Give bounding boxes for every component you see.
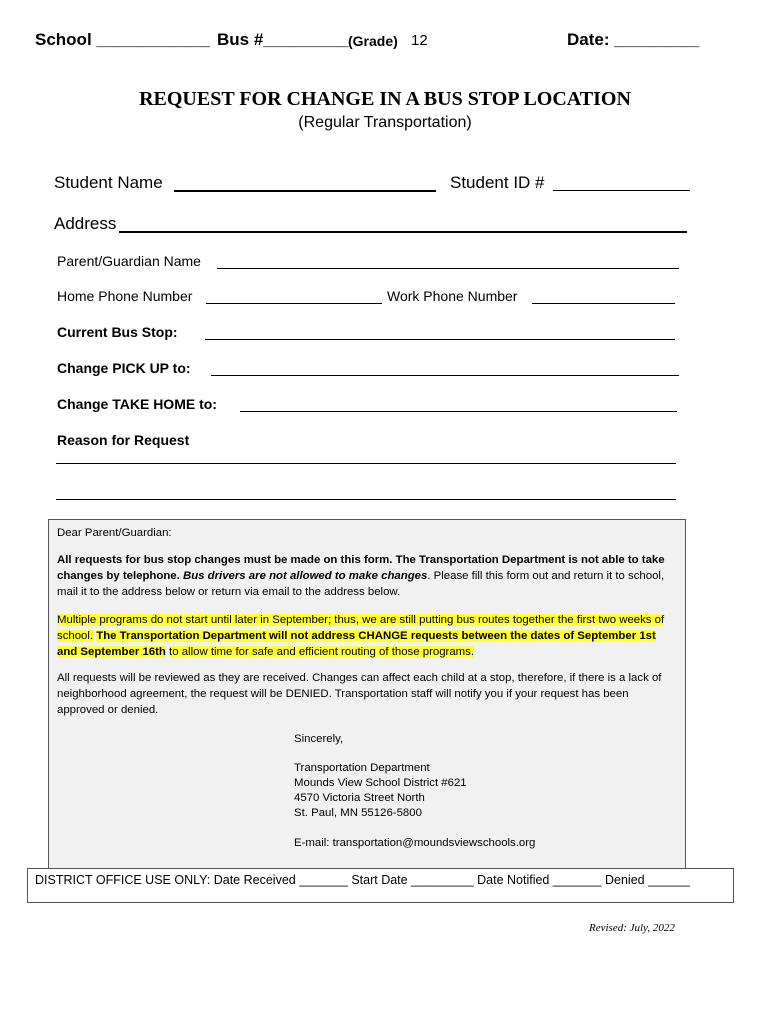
address-label: Address <box>54 214 117 233</box>
parent-name-label: Parent/Guardian Name <box>57 253 201 269</box>
date-field[interactable]: Date: _________ <box>567 30 700 49</box>
notice-p1-italic: Bus drivers are not allowed to make changes <box>182 570 428 582</box>
home-phone-label: Home Phone Number <box>57 288 193 304</box>
reason-label: Reason for Request <box>57 432 190 448</box>
notice-email[interactable]: E-mail: transportation@moundsviewschools.org <box>294 837 536 849</box>
student-id-label: Student ID # <box>450 173 545 192</box>
page-subtitle: (Regular Transportation) <box>298 114 472 131</box>
notice-box <box>48 519 686 871</box>
notice-sincerely: Sincerely, <box>294 733 344 745</box>
change-pickup-label: Change PICK UP to: <box>57 360 191 376</box>
notice-p1-rest: . Please fill this form out and return it to school, mail it to the address below or return via email to the address below. <box>57 570 665 598</box>
notice-city: St. Paul, MN 55126-5800 <box>294 807 422 819</box>
bus-number-field[interactable]: Bus #_________ <box>217 30 349 49</box>
parent-name-input[interactable] <box>217 268 679 269</box>
current-stop-label: Current Bus Stop: <box>57 324 178 340</box>
reason-input-line-2[interactable] <box>56 499 676 500</box>
office-use-text[interactable]: DISTRICT OFFICE USE ONLY: Date Received _______ Start Date _________ Date Notified _______ Denied ______ <box>35 873 690 887</box>
work-phone-input[interactable] <box>532 303 675 304</box>
notice-district: Mounds View School District #621 <box>294 777 467 789</box>
office-use-box <box>27 868 734 903</box>
change-pickup-input[interactable] <box>211 375 679 376</box>
notice-p2-b: The Transportation Department will not address CHANGE requests between the dates of September 1st and September 16th <box>57 630 656 658</box>
notice-dept: Transportation Department <box>294 762 430 774</box>
student-name-input[interactable] <box>174 190 436 192</box>
reason-input-line-1[interactable] <box>56 463 676 464</box>
notice-p1-bold: All requests for bus stop changes must be made on this form. The Transportation Department is not able to take changes by telephone. <box>57 554 665 582</box>
notice-paragraph-3: All requests will be reviewed as they are received. Changes can affect each child at a stop, therefore, if there is a lack of neighborhood agreement, the request will be DENIED. Transportation staff will notify you if your request has been approved or denied. <box>57 672 662 716</box>
address-input[interactable] <box>119 231 687 233</box>
home-phone-input[interactable] <box>206 303 382 304</box>
student-name-label: Student Name <box>54 173 163 192</box>
current-stop-input[interactable] <box>205 339 675 340</box>
school-field[interactable]: School ____________ <box>35 30 210 49</box>
notice-p2-a: Multiple programs do not start until later in September; thus, we are still putting bus routes together the first two weeks of school. <box>57 614 665 642</box>
grade-label: (Grade) <box>348 33 398 49</box>
notice-paragraph-2 <box>57 612 679 660</box>
work-phone-label: Work Phone Number <box>387 288 518 304</box>
revised-note: Revised: July, 2022 <box>589 922 675 934</box>
notice-greeting: Dear Parent/Guardian: <box>57 527 172 539</box>
notice-street: 4570 Victoria Street North <box>294 792 425 804</box>
grade-value[interactable]: 12 <box>411 32 428 49</box>
notice-p2-c: to allow time for safe and efficient routing of those programs. <box>169 646 475 658</box>
notice-paragraph-1 <box>57 552 679 600</box>
change-takehome-label: Change TAKE HOME to: <box>57 396 217 412</box>
change-takehome-input[interactable] <box>240 411 677 412</box>
page-title: REQUEST FOR CHANGE IN A BUS STOP LOCATION <box>139 88 631 110</box>
student-id-input[interactable] <box>553 190 690 191</box>
